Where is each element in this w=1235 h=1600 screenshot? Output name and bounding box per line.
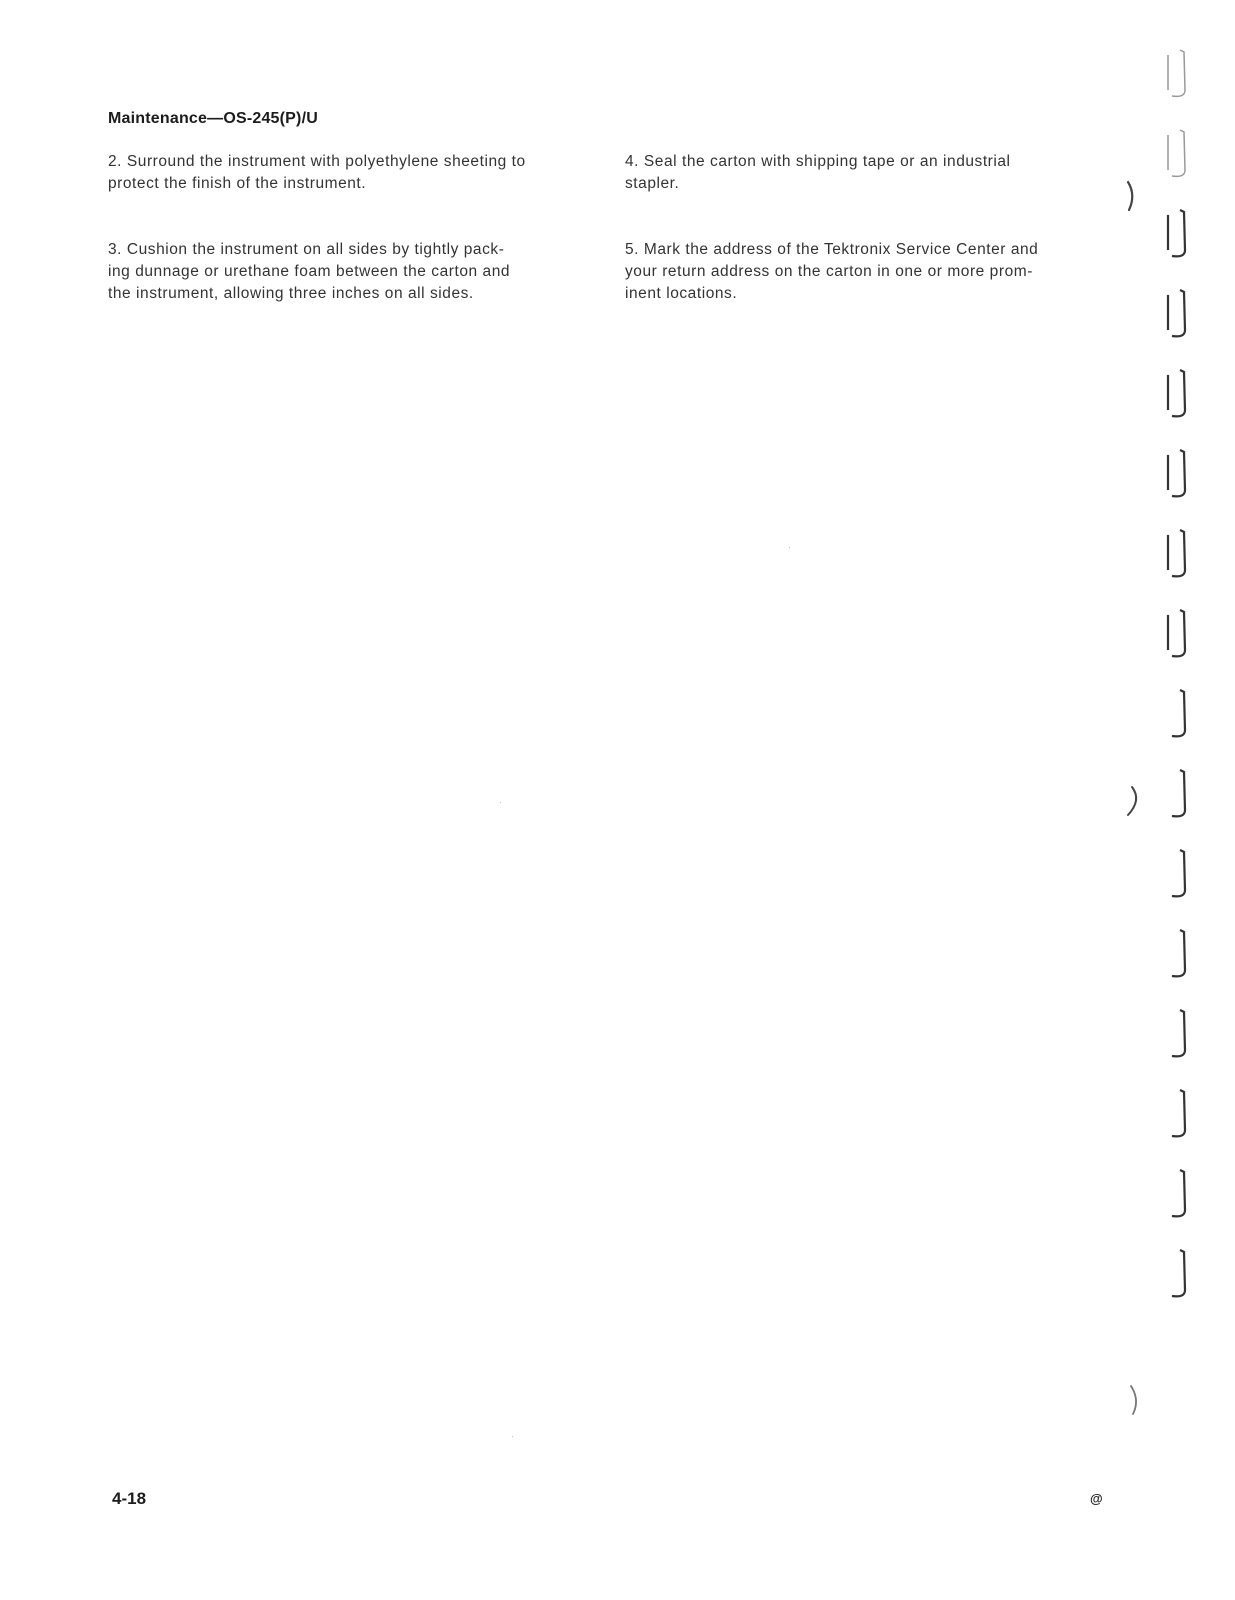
scan-speck — [512, 1436, 513, 1437]
page-number: 4-18 — [112, 1489, 147, 1508]
binding-ring — [1172, 930, 1185, 976]
step-4-paragraph — [625, 151, 1011, 195]
text-line: 5. Mark the address of the Tektronix Service Center and — [625, 241, 1039, 258]
text-line: stapler. — [625, 175, 680, 192]
binding-ring — [1172, 1250, 1185, 1296]
binding-ring — [1168, 290, 1185, 336]
page-header: Maintenance—OS-245(P)/U — [108, 110, 318, 127]
text-line: inent locations. — [625, 285, 738, 302]
binding-ring — [1172, 770, 1185, 816]
binding-ring — [1168, 450, 1185, 496]
step-5-paragraph — [625, 239, 1038, 305]
text-line: the instrument, allowing three inches on all sides. — [108, 285, 474, 302]
binding-rings — [1120, 0, 1235, 1600]
step-2-paragraph — [108, 151, 526, 195]
binding-ring — [1172, 1010, 1185, 1056]
binding-ring — [1172, 1170, 1185, 1216]
step-3-paragraph — [108, 239, 510, 305]
scan-speck — [500, 802, 501, 803]
binding-ring — [1168, 210, 1185, 256]
binding-ring — [1172, 1090, 1185, 1136]
binding-ring — [1172, 690, 1185, 736]
binding-ring — [1168, 50, 1185, 96]
text-line: 4. Seal the carton with shipping tape or an industrial — [625, 153, 1011, 170]
binding-ring — [1168, 130, 1185, 176]
scan-speck — [789, 547, 790, 548]
text-line: protect the finish of the instrument. — [108, 175, 367, 192]
binding-ring — [1168, 530, 1185, 576]
text-line: 2. Surround the instrument with polyethylene sheeting to — [108, 153, 526, 170]
copyright-mark: @ — [1090, 1491, 1103, 1506]
text-line: 3. Cushion the instrument on all sides by tightly pack- — [108, 241, 505, 258]
binding-ring — [1168, 370, 1185, 416]
binding-ring — [1168, 610, 1185, 656]
text-line: your return address on the carton in one or more prom- — [625, 263, 1033, 280]
text-line: ing dunnage or urethane foam between the carton and — [108, 263, 511, 280]
binding-ring — [1172, 850, 1185, 896]
